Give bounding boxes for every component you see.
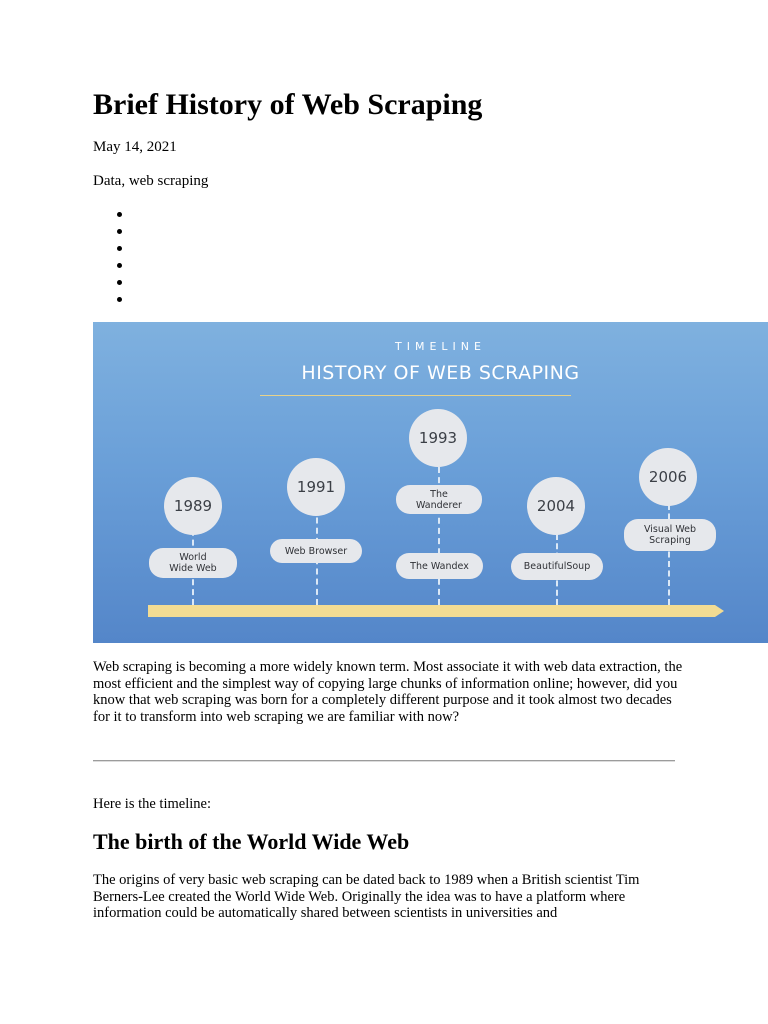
share-bullet-item[interactable]: [93, 240, 193, 257]
article-date: May 14, 2021: [93, 139, 177, 155]
article-categories[interactable]: Data, web scraping: [93, 173, 209, 189]
share-bullet-item[interactable]: [93, 206, 193, 223]
share-bullet-item[interactable]: [93, 257, 193, 274]
milestone-label-the-wanderer: The Wanderer: [396, 485, 482, 514]
share-bullet-list: [93, 206, 193, 308]
section-paragraph: The origins of very basic web scraping can be dated back to 1989 when a British scientist Tim Berners-Lee created the World Wide Web. Originally the idea was to have a platform where information could be automatically shared between scientists in universities and: [93, 872, 640, 921]
year-bubble-2006: 2006: [639, 448, 697, 506]
timeline-heading: HISTORY OF WEB SCRAPING: [301, 362, 580, 384]
article-title: Brief History of Web Scraping: [93, 88, 483, 121]
milestone-label-visual-web-scraping: Visual Web Scraping: [624, 519, 716, 551]
share-bullet-item[interactable]: [93, 291, 193, 308]
milestone-label-web-browser: Web Browser: [270, 539, 362, 563]
timeline-arrow-icon: [715, 605, 724, 617]
timeline-heading-rule: [260, 395, 571, 396]
share-bullet-item[interactable]: [93, 274, 193, 291]
intro-paragraph: Web scraping is becoming a more widely known term. Most associate it with web data extraction, the most efficient and the simplest way of copying large chunks of information online; however, did you know that web scraping was born for a completely different purpose and it took almost two decades for it to transform into web scraping we are familiar with now?: [93, 659, 683, 725]
section-divider: [93, 760, 675, 762]
timeline-image: [93, 322, 768, 643]
milestone-label-world-wide-web: World Wide Web: [149, 548, 237, 578]
section-heading: The birth of the World Wide Web: [93, 829, 410, 854]
milestone-label-the-wandex: The Wandex: [396, 553, 483, 579]
share-bullet-item[interactable]: [93, 223, 193, 240]
timeline-bar: [148, 605, 715, 617]
year-bubble-1991: 1991: [287, 458, 345, 516]
year-bubble-1993: 1993: [409, 409, 467, 467]
year-bubble-2004: 2004: [527, 477, 585, 535]
timeline-kicker: TIMELINE: [395, 340, 486, 353]
year-bubble-1989: 1989: [164, 477, 222, 535]
milestone-label-beautifulsoup: BeautifulSoup: [511, 553, 603, 580]
timeline-intro-paragraph: Here is the timeline:: [93, 796, 211, 812]
